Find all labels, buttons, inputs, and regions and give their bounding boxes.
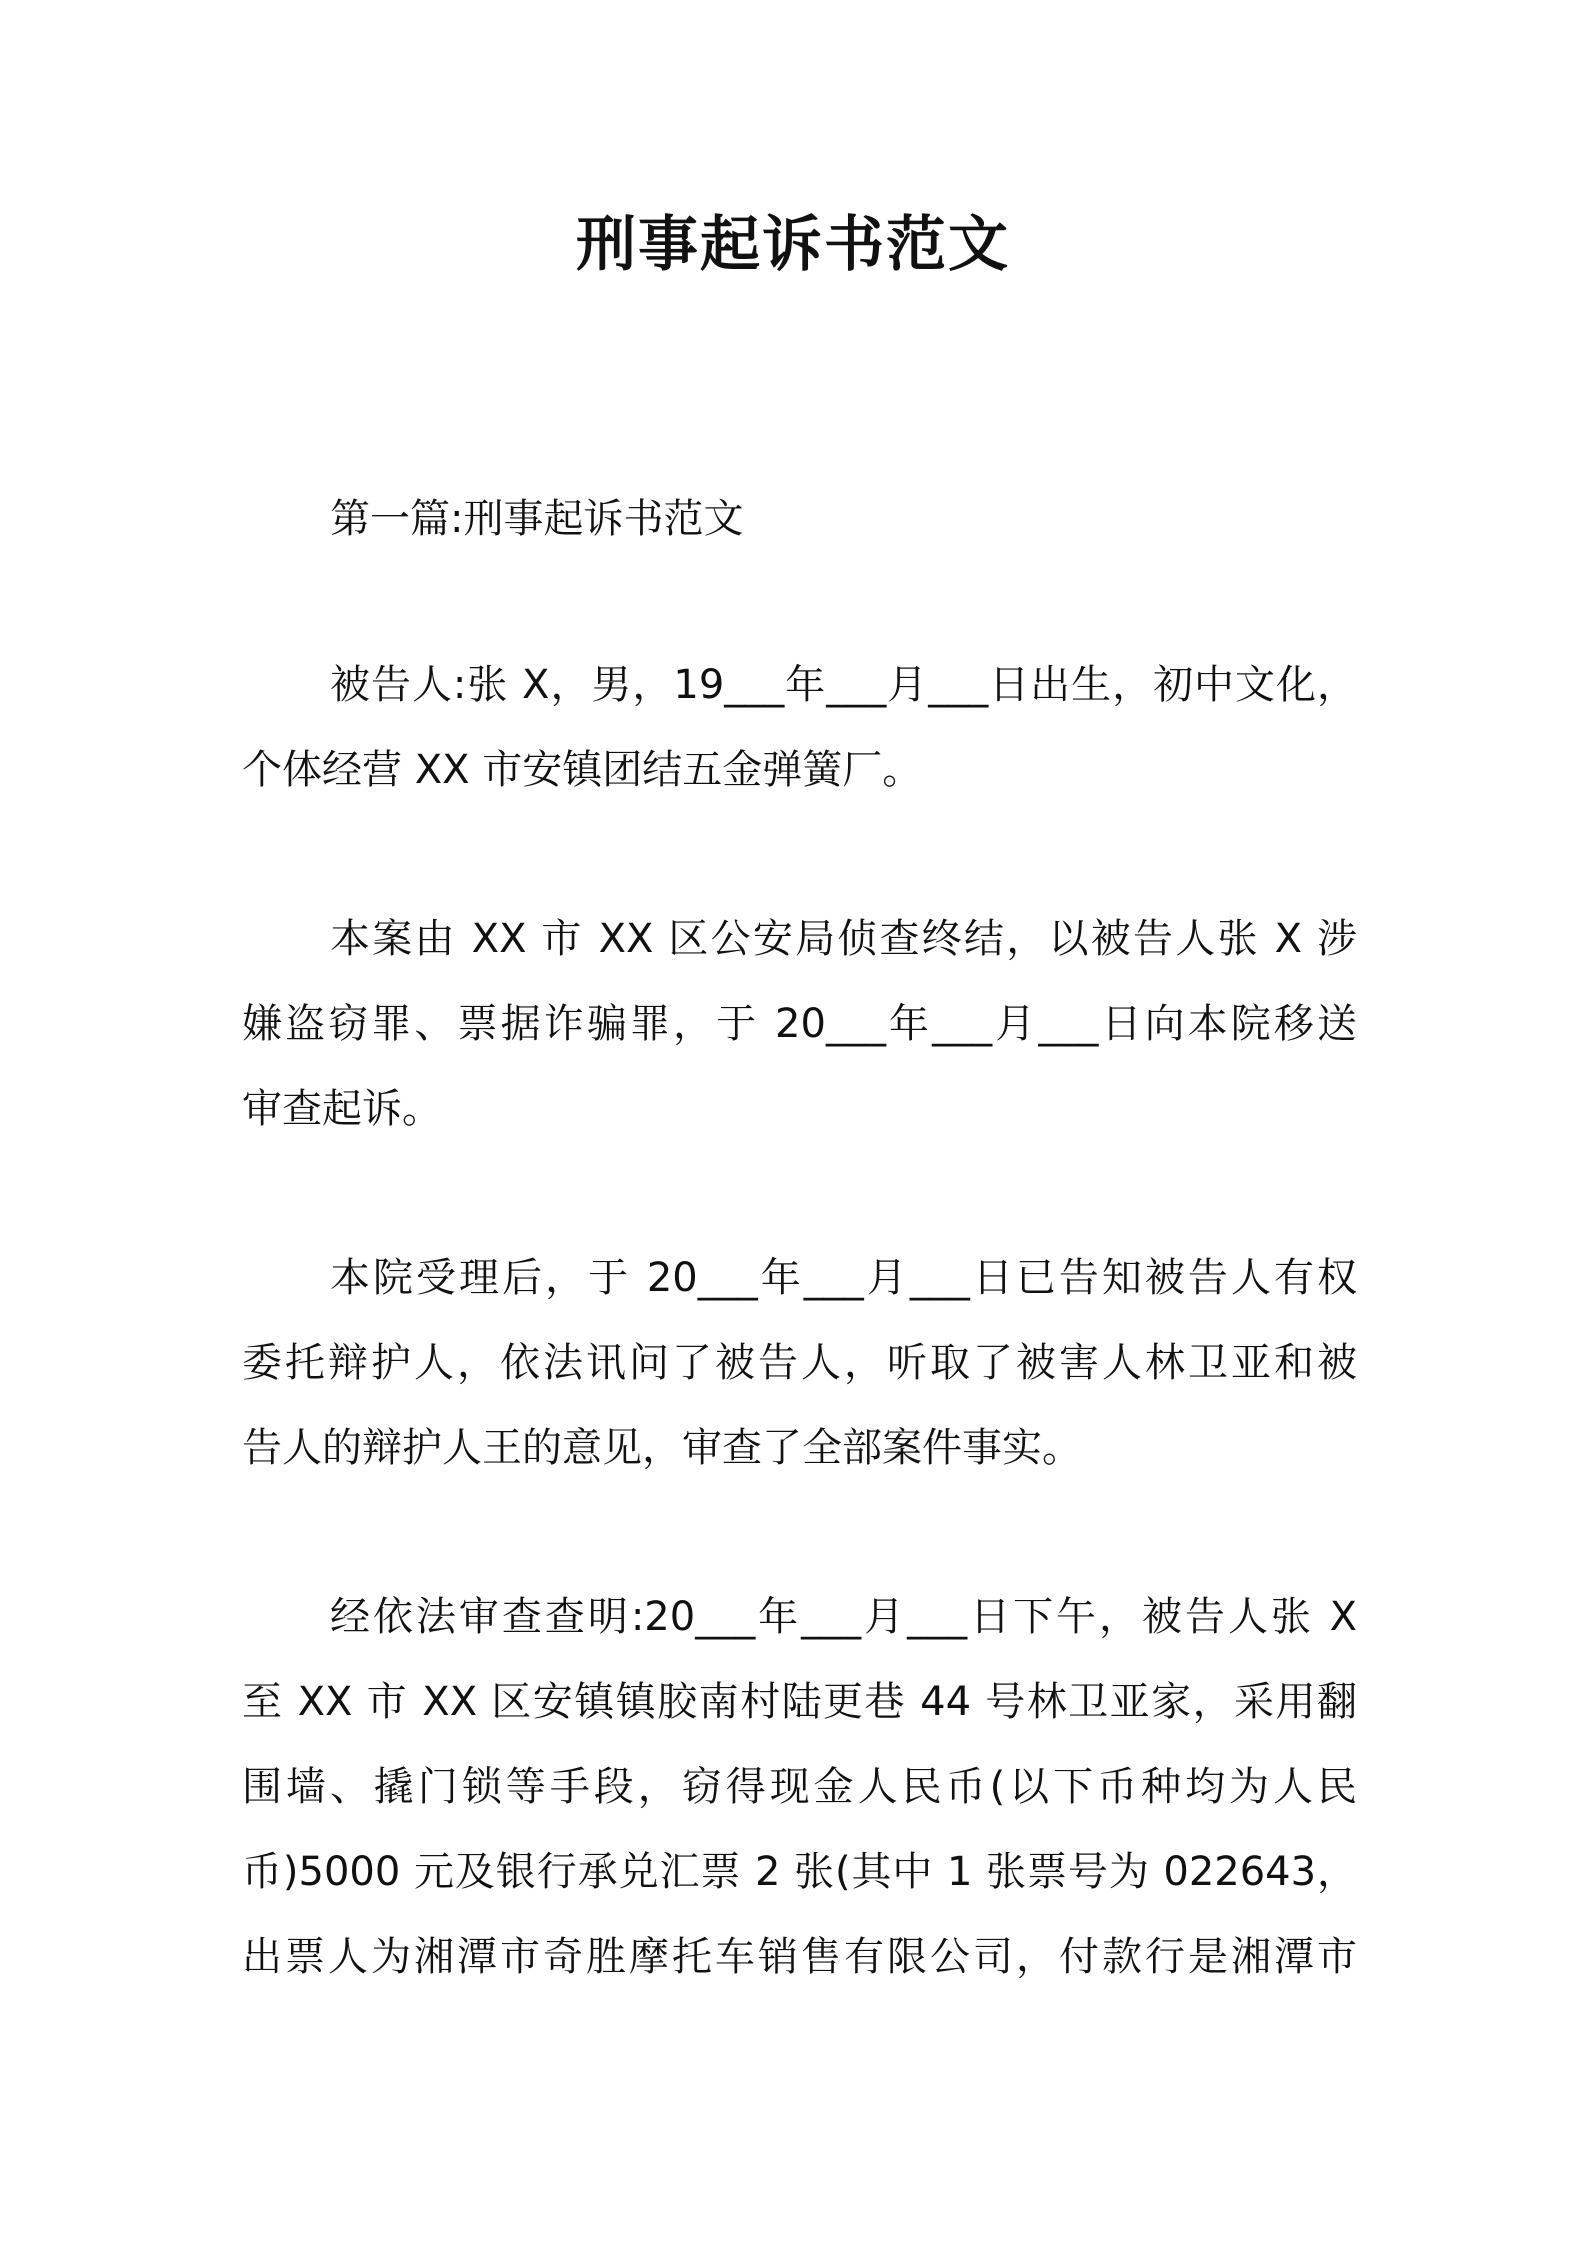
paragraph-line: 本案由 XX 市 XX 区公安局侦查终结，以被告人张 X 涉 xyxy=(330,916,1357,962)
paragraph-line: 本院受理后，于 20___年___月___日已告知被告人有权 xyxy=(330,1255,1357,1301)
paragraph-line: 至 XX 市 XX 区安镇镇胶南村陆更巷 44 号林卫亚家，采用翻 xyxy=(242,1679,1357,1725)
document-title: 刑事起诉书范文 xyxy=(576,210,1010,280)
paragraph-line: 币)5000 元及银行承兑汇票 2 张(其中 1 张票号为 022643， xyxy=(242,1849,1357,1895)
paragraph-procedure xyxy=(242,1236,1357,1491)
paragraph-defendant-info xyxy=(242,643,1357,813)
paragraph-line: 委托辩护人，依法讯问了被告人，听取了被害人林卫亚和被 xyxy=(242,1340,1357,1386)
paragraph-line: 嫌盗窃罪、票据诈骗罪，于 20___年___月___日向本院移送 xyxy=(242,1001,1357,1047)
paragraph-line: 围墙、撬门锁等手段，窃得现金人民币(以下币种均为人民 xyxy=(242,1764,1357,1810)
paragraph-line: 个体经营 XX 市安镇团结五金弹簧厂。 xyxy=(242,747,923,793)
section-heading: 第一篇:刑事起诉书范文 xyxy=(330,496,744,542)
paragraph-facts xyxy=(242,1575,1357,2000)
paragraph-line: 被告人:张 X，男，19___年___月___日出生，初中文化， xyxy=(330,662,1357,708)
paragraph-line: 出票人为湘潭市奇胜摩托车销售有限公司，付款行是湘潭市 xyxy=(242,1934,1357,1980)
paragraph-case-origin xyxy=(242,897,1357,1152)
document-body xyxy=(242,490,1357,2084)
paragraph-line: 经依法审查查明:20___年___月___日下午，被告人张 X xyxy=(330,1594,1357,1640)
paragraph-line: 审查起诉。 xyxy=(242,1086,442,1132)
paragraph-line: 告人的辩护人王的意见，审查了全部案件事实。 xyxy=(242,1425,1082,1471)
